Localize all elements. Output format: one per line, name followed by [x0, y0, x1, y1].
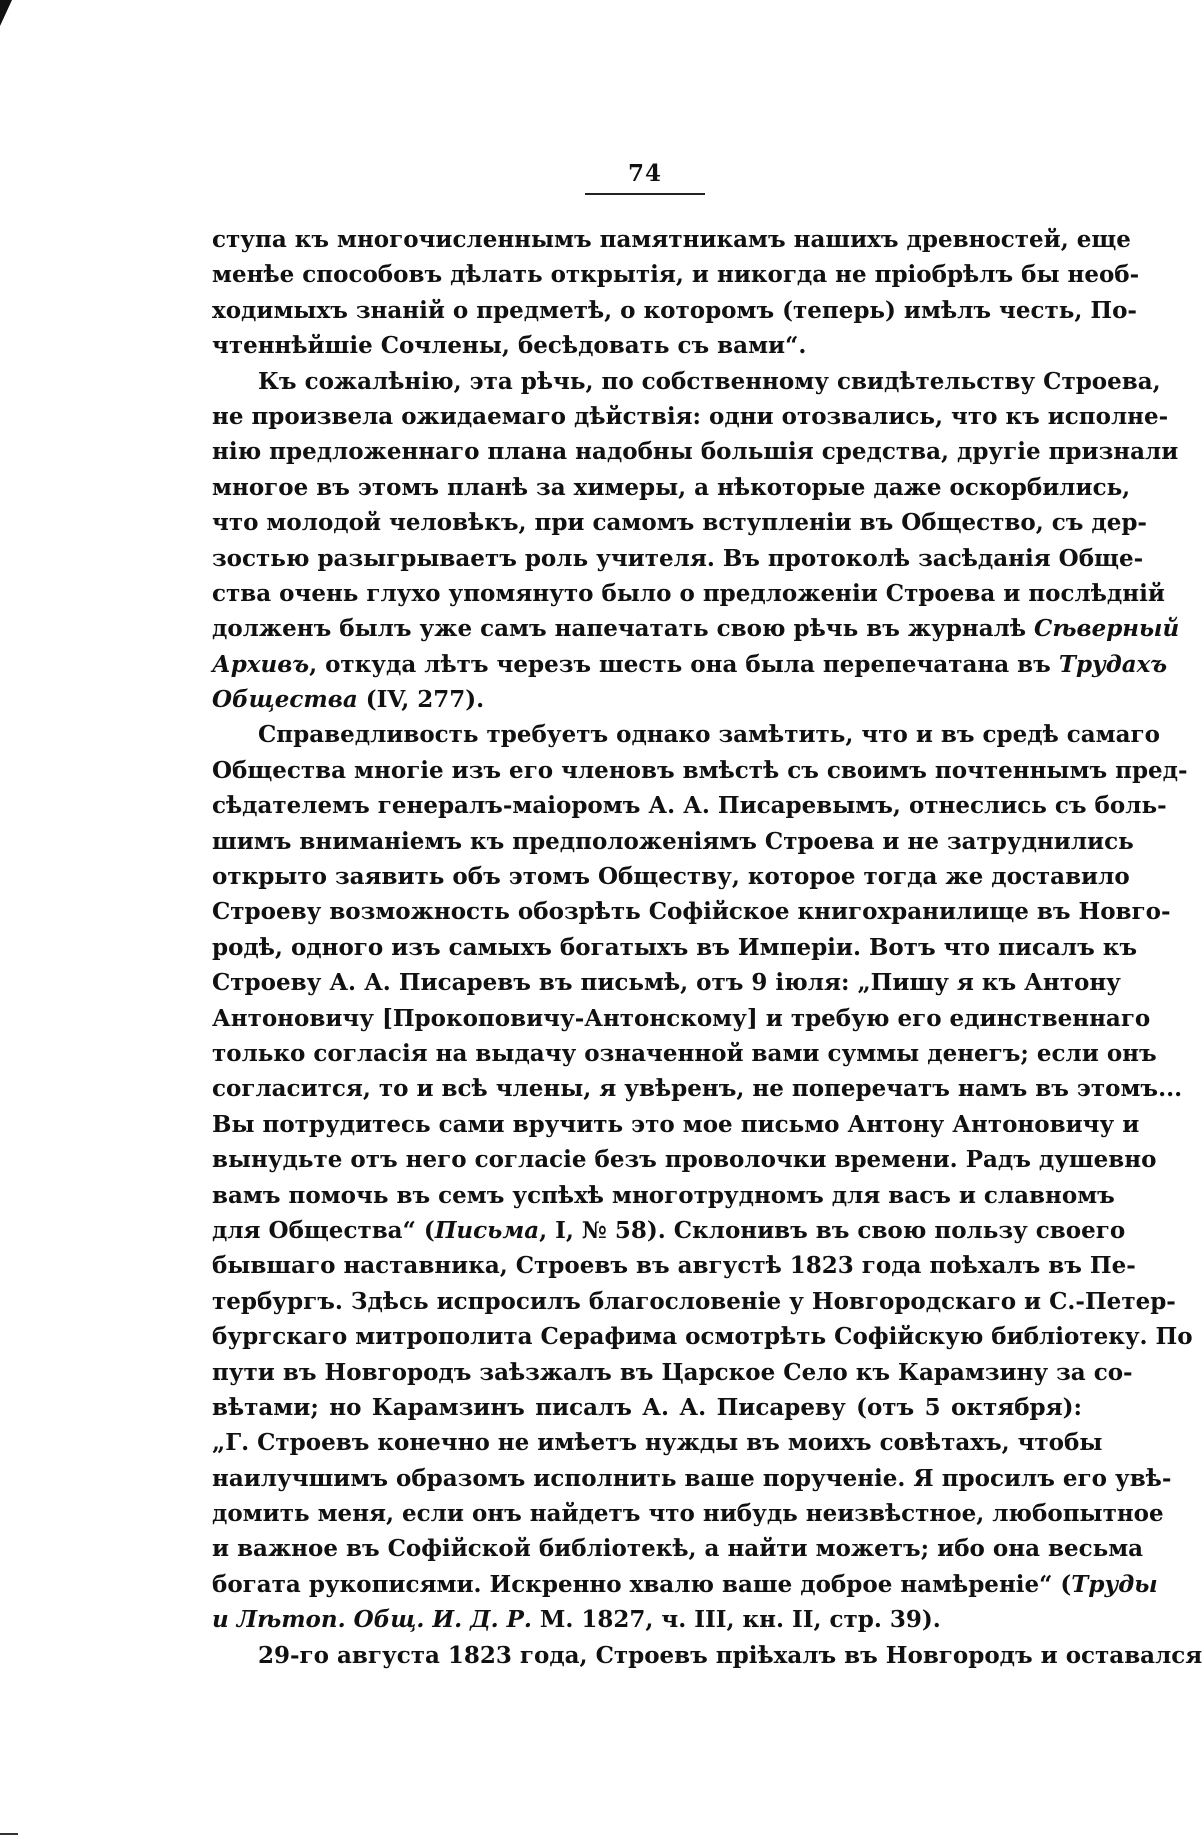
page-number-rule [585, 193, 705, 195]
text-line: чтеннѣйшіе Сочлены, бесѣдовать съ вами“. [212, 332, 807, 360]
text-line: долженъ былъ уже самъ напечатать свою рѣчь въ журналѣ Сѣверный [212, 615, 1180, 643]
text-line: вѣтами; но Карамзинъ писалъ А. А. Писареву (отъ 5 октября): [212, 1393, 1082, 1421]
text-line: ступа къ многочисленнымъ памятникамъ нашихъ древностей, еще [212, 226, 1131, 253]
text-line: Общества многіе изъ его членовъ вмѣстѣ съ своимъ почтеннымъ пред- [212, 756, 1188, 784]
paragraph-4 [212, 1638, 1202, 1673]
text-line: тербургъ. Здѣсь испросилъ благословеніе у Новгородскаго и С.-Петер- [212, 1287, 1176, 1315]
text-line: что молодой человѣкъ, при самомъ вступленіи въ Общество, съ дер- [212, 509, 1147, 537]
corner-scan-mark [0, 0, 12, 26]
text-line: Антоновичу [Прокоповичу-Антонскому] и требую его единственнаго [212, 1004, 1151, 1032]
source-title: Письма [434, 1216, 540, 1244]
text-line: Общества (IV, 277). [212, 686, 485, 714]
text-line: пути въ Новгородъ заѣзжалъ въ Царское Село къ Карамзину за со- [212, 1358, 1133, 1386]
paragraph-1 [212, 222, 1140, 364]
text-line: ства очень глухо упомянуто было о предложеніи Строева и послѣдній [212, 579, 1165, 607]
text-line: бургскаго митрополита Серафима осмотрѣть Софійскую библіотеку. По [212, 1323, 1193, 1351]
text-line: Справедливость требуетъ однако замѣтить, что и въ средѣ самаго [258, 721, 1160, 749]
text-line: для Общества“ (Письма, I, № 58). Склонивъ въ свою пользу своего [212, 1216, 1126, 1244]
journal-title: Архивъ [212, 650, 310, 678]
text-line: вамъ помочь въ семъ успѣхѣ многотрудномъ для васъ и славномъ [212, 1181, 1115, 1209]
journal-title: Трудахъ [1058, 650, 1168, 678]
page-number: 74 [627, 160, 662, 187]
text-line: и Лѣтоп. Общ. И. Д. Р. М. 1827, ч. III, кн. II, стр. 39). [212, 1606, 941, 1634]
text-line: многое въ этомъ планѣ за химеры, а нѣкоторые даже оскорбились, [212, 473, 1131, 501]
paragraph-2 [212, 364, 1180, 718]
source-title: и Лѣтоп. Общ. И. Д. Р. [212, 1606, 532, 1634]
text-line: родѣ, одного изъ самыхъ богатыхъ въ Имперіи. Вотъ что писалъ къ [212, 933, 1138, 961]
text-line: ходимыхъ знаній о предметѣ, о которомъ (теперь) имѣлъ честь, По- [212, 296, 1137, 324]
text-line: и важное въ Софійской библіотекѣ, а найти можетъ; ибо она весьма [212, 1535, 1144, 1563]
text-line: сѣдателемъ генералъ-маіоромъ А. А. Писаревымъ, отнеслись съ боль- [212, 792, 1167, 820]
body-text [212, 222, 1202, 1673]
paragraph-3 [212, 717, 1193, 1637]
text-line: 29-го августа 1823 года, Строевъ пріѣхалъ въ Новгородъ и оставался [258, 1641, 1202, 1669]
text-line: согласится, то и всѣ члены, я увѣренъ, не поперечатъ намъ въ этомъ... [212, 1075, 1183, 1103]
text-line: домить меня, если онъ найдетъ что нибудь неизвѣстное, любопытное [212, 1500, 1164, 1528]
journal-title: Сѣверный [1034, 615, 1180, 643]
journal-title: Общества [212, 686, 358, 714]
text-line: открыто заявить объ этомъ Обществу, которое тогда же доставило [212, 863, 1130, 891]
text-line: шимъ вниманіемъ къ предположеніямъ Строева и не затруднились [212, 827, 1134, 855]
text-line: Вы потрудитесь сами вручить это мое письмо Антону Антоновичу и [212, 1110, 1140, 1138]
bottom-scan-mark [0, 1833, 18, 1835]
text-line: зостью разыгрываетъ роль учителя. Въ протоколѣ засѣданія Обще- [212, 544, 1144, 572]
text-line: наилучшимъ образомъ исполнить ваше порученіе. Я просилъ его увѣ- [212, 1464, 1172, 1492]
text-line: богата рукописями. Искренно хвалю ваше доброе намѣреніе“ (Труды [212, 1570, 1158, 1598]
text-line: бывшаго наставника, Строевъ въ августѣ 1823 года поѣхалъ въ Пе- [212, 1252, 1136, 1280]
text-line: Строеву возможность обозрѣть Софійское книгохранилище въ Новго- [212, 898, 1171, 926]
source-title: Труды [1071, 1570, 1158, 1598]
text-line: Строеву А. А. Писаревъ въ письмѣ, отъ 9 іюля: „Пишу я къ Антону [212, 969, 1121, 997]
text-line: менѣе способовъ дѣлать открытія, и никогда не пріобрѣлъ бы необ- [212, 261, 1140, 289]
text-line: только согласія на выдачу означенной вами суммы денегъ; если онъ [212, 1039, 1157, 1067]
text-line: „Г. Строевъ конечно не имѣетъ нужды въ моихъ совѣтахъ, чтобы [212, 1429, 1103, 1457]
text-line: не произвела ожидаемаго дѣйствія: одни отозвались, что къ исполне- [212, 402, 1169, 430]
text-line: Архивъ, откуда лѣтъ черезъ шесть она была перепечатана въ Трудахъ [212, 650, 1168, 678]
text-line: вынудьте отъ него согласіе безъ проволочки времени. Радъ душевно [212, 1146, 1157, 1174]
text-line: Къ сожалѣнію, эта рѣчь, по собственному свидѣтельству Строева, [258, 367, 1161, 395]
text-line: нію предложеннаго плана надобны большія средства, другіе признали [212, 438, 1179, 466]
